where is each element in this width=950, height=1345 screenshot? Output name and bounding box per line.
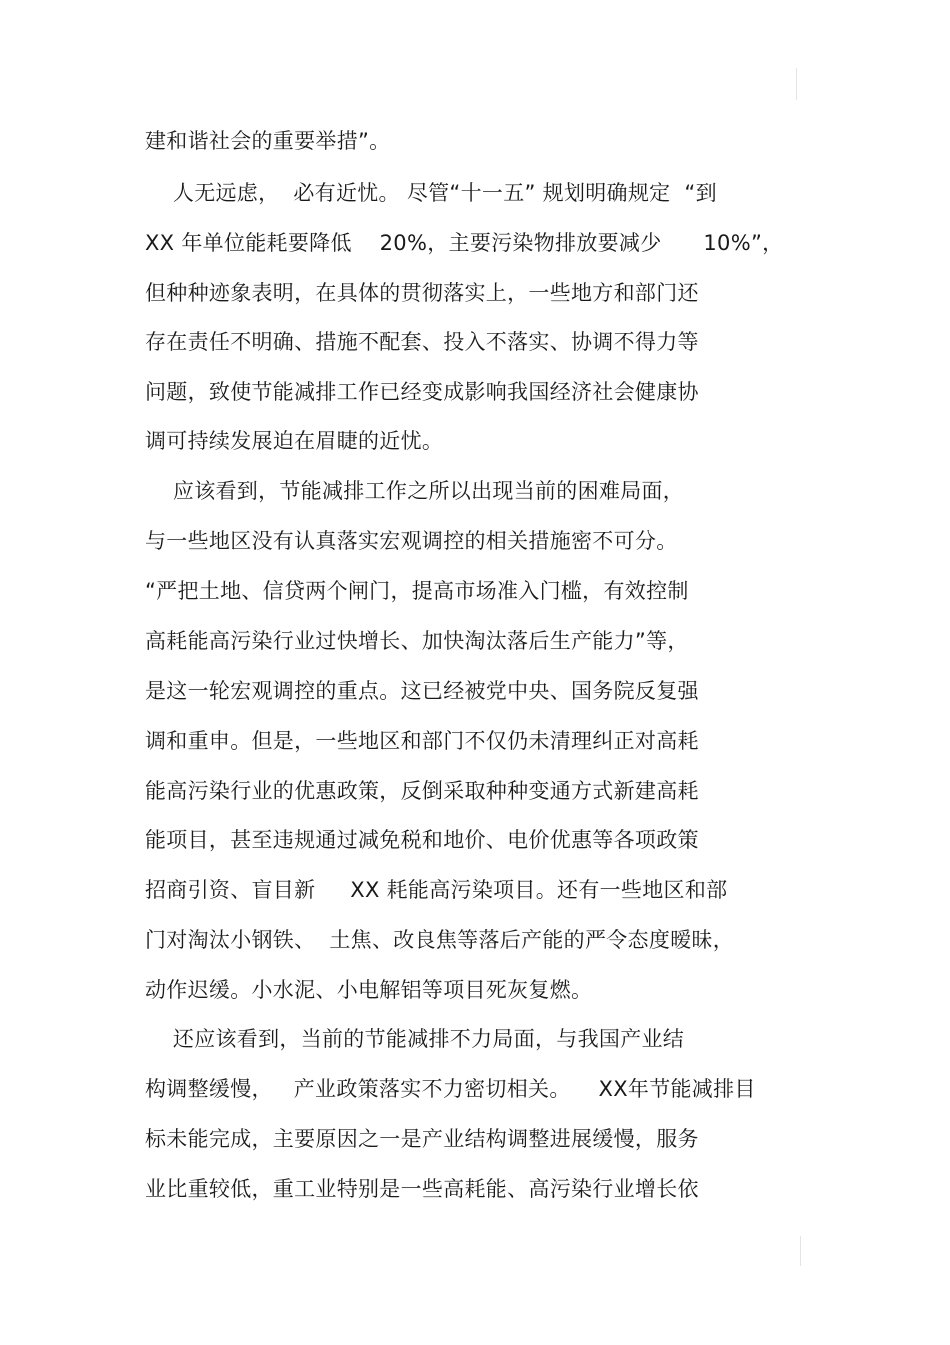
text-line: 门对淘汰小钢铁、 土焦、改良焦等落后产能的严令态度暧昧， <box>145 928 735 952</box>
text-line: XX 年单位能耗要降低 20%，主要污染物排放要减少 10%”， <box>145 231 784 255</box>
text-line: 应该看到，节能减排工作之所以出现当前的困难局面， <box>145 479 685 503</box>
text-line: 建和谐社会的重要举措”。 <box>145 129 391 153</box>
text-line: 招商引资、盲目新 XX 耗能高污染项目。还有一些地区和部 <box>145 878 728 902</box>
text-line: 业比重较低，重工业特别是一些高耗能、高污染行业增长依 <box>145 1177 699 1201</box>
text-line: 问题，致使节能减排工作已经变成影响我国经济社会健康协 <box>145 380 699 404</box>
text-line: 能高污染行业的优惠政策，反倒采取种种变通方式新建高耗 <box>145 779 699 803</box>
text-line: 调和重申。但是，一些地区和部门不仅仍未清理纠正对高耗 <box>145 729 699 753</box>
text-line: 人无远虑， 必有近忧。 尽管“十一五” 规划明确规定 “到 <box>145 181 717 205</box>
text-line: 存在责任不明确、措施不配套、投入不落实、协调不得力等 <box>145 330 699 354</box>
text-line: 但种种迹象表明，在具体的贯彻落实上，一些地方和部门还 <box>145 281 699 305</box>
text-line: 还应该看到，当前的节能减排不力局面，与我国产业结 <box>145 1027 685 1051</box>
text-line: 标未能完成，主要原因之一是产业结构调整进展缓慢，服务 <box>145 1127 699 1151</box>
text-line: 构调整缓慢， 产业政策落实不力密切相关。 XX年节能减排目 <box>145 1077 756 1101</box>
text-line: 动作迟缓。小水泥、小电解铝等项目死灰复燃。 <box>145 978 593 1002</box>
text-line: 调可持续发展迫在眉睫的近忧。 <box>145 429 444 453</box>
text-line: 与一些地区没有认真落实宏观调控的相关措施密不可分。 <box>145 529 678 553</box>
text-line: 是这一轮宏观调控的重点。这已经被党中央、国务院反复强 <box>145 679 699 703</box>
text-line: 高耗能高污染行业过快增长、加快淘汰落后生产能力”等， <box>145 629 689 653</box>
text-line: 能项目，甚至违规通过减免税和地价、电价优惠等各项政策 <box>145 828 699 852</box>
margin-mark-bottom <box>800 1236 801 1266</box>
margin-mark-top <box>796 68 797 100</box>
text-line: “严把土地、信贷两个闸门，提高市场准入门槛，有效控制 <box>145 579 689 603</box>
